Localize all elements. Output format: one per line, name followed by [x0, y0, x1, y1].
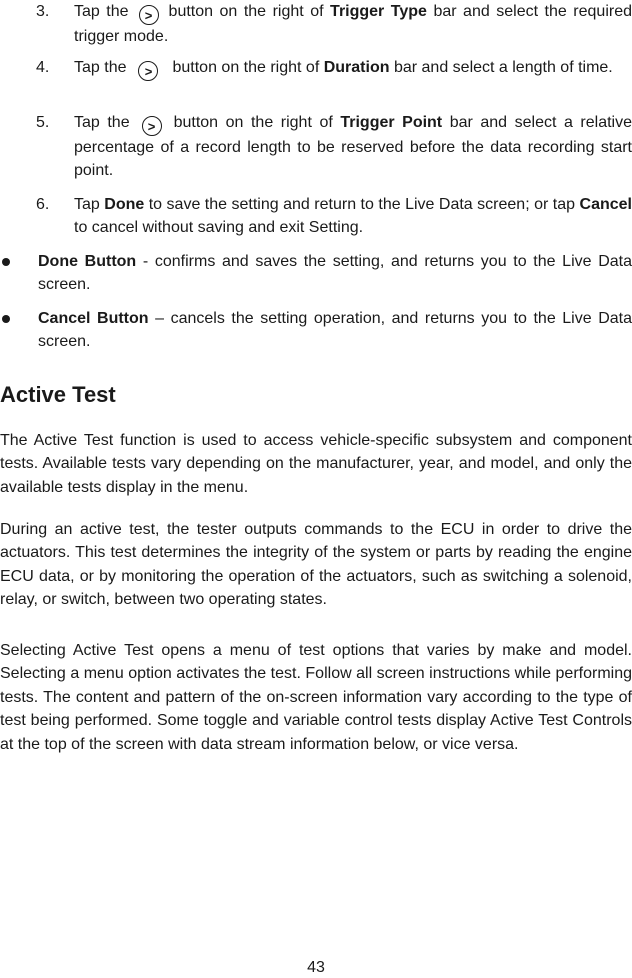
bullet-dot-icon — [2, 258, 10, 266]
paragraph-active-test-operation: During an active test, the tester outputs commands to the ECU in order to drive the actuators. This test determines the integrity of the system or parts by reading the engine ECU data, or by monitoring the operation of the actuators, such as switching a solenoid, relay, or switch, between two operating states. — [0, 521, 632, 609]
bullet-text — [38, 250, 632, 296]
step-text — [74, 0, 632, 48]
bullet-bold-term: Cancel Button — [38, 310, 149, 327]
step-text-d: to cancel without saving and exit Setting. — [74, 219, 364, 236]
page-number: 43 — [307, 959, 325, 976]
step-text-post: button on the right of — [173, 114, 333, 131]
step-text-pre: Tap the — [74, 59, 127, 76]
step-text-c: to save the setting and return to the Live Data screen; or tap — [148, 196, 576, 213]
step-bold-done: Done — [104, 196, 145, 213]
step-number: 5. — [36, 114, 50, 131]
step-bold-cancel: Cancel — [579, 196, 632, 213]
section-title: Active Test — [0, 382, 116, 407]
bullet-description: – cancels the setting operation, and returns you to the Live Data screen. — [38, 310, 632, 350]
step-text-pre: Tap the — [74, 114, 130, 131]
chevron-right-button-icon: > — [139, 5, 159, 25]
step-text-rest: bar and select a relative percentage of a record length to be reserved before the data recording start point. — [74, 114, 632, 179]
step-text — [74, 56, 632, 81]
step-number: 4. — [36, 59, 50, 76]
step-number: 6. — [36, 196, 50, 213]
step-text-post: button on the right of — [168, 3, 324, 20]
step-text-post: button on the right of — [172, 59, 320, 76]
step-text-rest: bar and select the required trigger mode. — [74, 3, 632, 45]
step-text-a: Tap — [74, 196, 100, 213]
step-number: 3. — [36, 3, 50, 20]
step-bold-term: Trigger Point — [340, 114, 443, 131]
step-bold-term: Duration — [323, 59, 390, 76]
step-text — [74, 111, 632, 182]
paragraph-selecting-active-test: Selecting Active Test opens a menu of test options that varies by make and model. Selecting a menu option activates the test. Follow all screen instructions while performing tests. The content and pattern of the on-screen information vary according to the type of test being performed. Some toggle and variable control tests display Active Test Controls at the top of the screen with data stream information below, or vice versa. — [0, 642, 632, 753]
bullet-description: - confirms and saves the setting, and returns you to the Live Data screen. — [38, 253, 632, 293]
bullet-bold-term: Done Button — [38, 253, 137, 270]
chevron-right-button-icon: > — [142, 116, 162, 136]
chevron-right-button-icon: > — [138, 61, 158, 81]
bullet-dot-icon — [2, 315, 10, 323]
step-text-pre: Tap the — [74, 3, 129, 20]
paragraph-intro: The Active Test function is used to access vehicle-specific subsystem and component tests. Available tests vary depending on the manufacturer, year, and model, and only the available tests display in the menu. — [0, 432, 632, 496]
bullet-text — [38, 307, 632, 353]
step-text — [74, 193, 632, 239]
step-bold-term: Trigger Type — [330, 3, 427, 20]
step-text-rest: bar and select a length of time. — [393, 59, 613, 76]
